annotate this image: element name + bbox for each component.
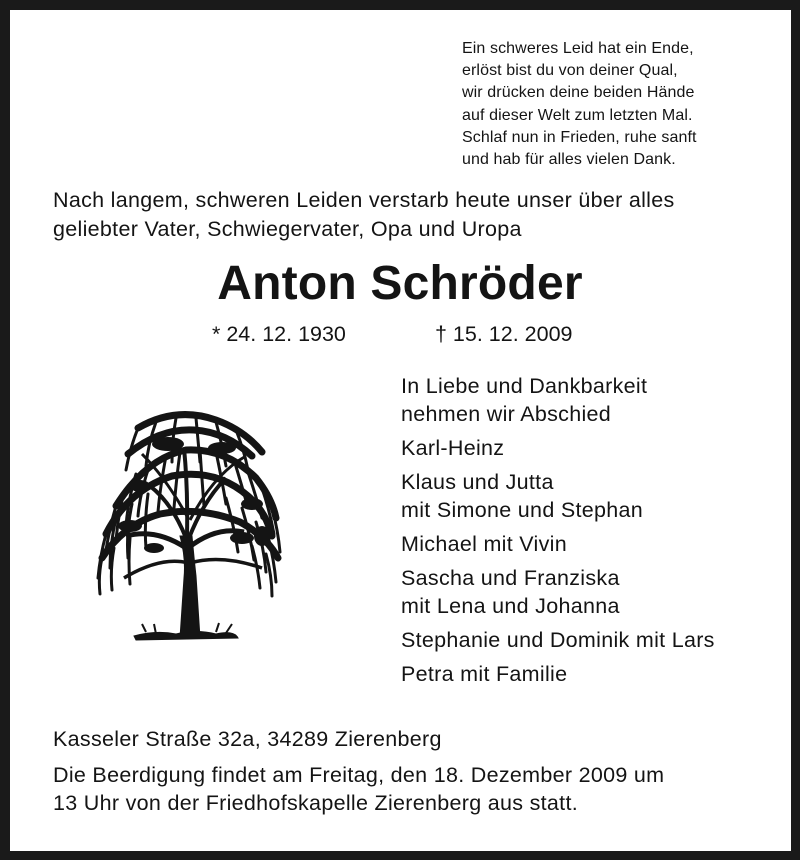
mourner-line: Sascha und Franziska [401,566,620,590]
poem-line: Schlaf nun in Frieden, ruhe sanft [462,128,697,146]
farewell-phrase [401,372,786,428]
mourner-entry [401,468,786,524]
mourner-entry [401,530,786,558]
mourners-list [401,372,786,694]
family-address: Kasseler Straße 32a, 34289 Zierenberg [53,727,442,751]
funeral-line: 13 Uhr von der Friedhofskapelle Zierenberg aus statt. [53,791,579,815]
deceased-name: Anton Schröder [217,257,583,310]
announcement-line: Nach langem, schweren Leiden verstarb heute unser über alles [53,188,675,212]
mourner-entry [401,434,786,462]
mourner-entry [401,660,786,688]
mourner-entry [401,626,786,654]
poem-line: Ein schweres Leid hat ein Ende, [462,40,694,57]
mourner-line: In Liebe und Dankbarkeit [401,374,648,398]
mourner-line: Klaus und Jutta [401,470,554,494]
death-announcement [53,186,773,244]
mourner-line: mit Simone und Stephan [401,498,644,522]
funeral-line: Die Beerdigung findet am Freitag, den 18. Dezember 2009 um [53,763,665,787]
mourner-line: Stephanie und Dominik mit Lars [401,628,715,652]
funeral-details [53,761,783,817]
poem-line: auf dieser Welt zum letzten Mal. [462,106,693,124]
mourner-line: Petra mit Familie [401,662,568,686]
memorial-poem [462,38,782,171]
mourner-line: Michael mit Vivin [401,532,568,556]
poem-line: und hab für alles vielen Dank. [462,151,676,169]
death-date: † 15. 12. 2009 [435,322,573,346]
mourner-line: Karl-Heinz [401,436,505,460]
poem-line: erlöst bist du von deiner Qual, [462,62,678,80]
poem-line: wir drücken deine beiden Hände [462,84,695,102]
birth-date: * 24. 12. 1930 [212,322,346,346]
mourner-entry [401,564,786,620]
weeping-willow-tree-icon [76,408,316,648]
mourner-line: mit Lena und Johanna [401,594,620,618]
mourner-line: nehmen wir Abschied [401,402,612,426]
announcement-line: geliebter Vater, Schwiegervater, Opa und Uropa [53,217,522,241]
